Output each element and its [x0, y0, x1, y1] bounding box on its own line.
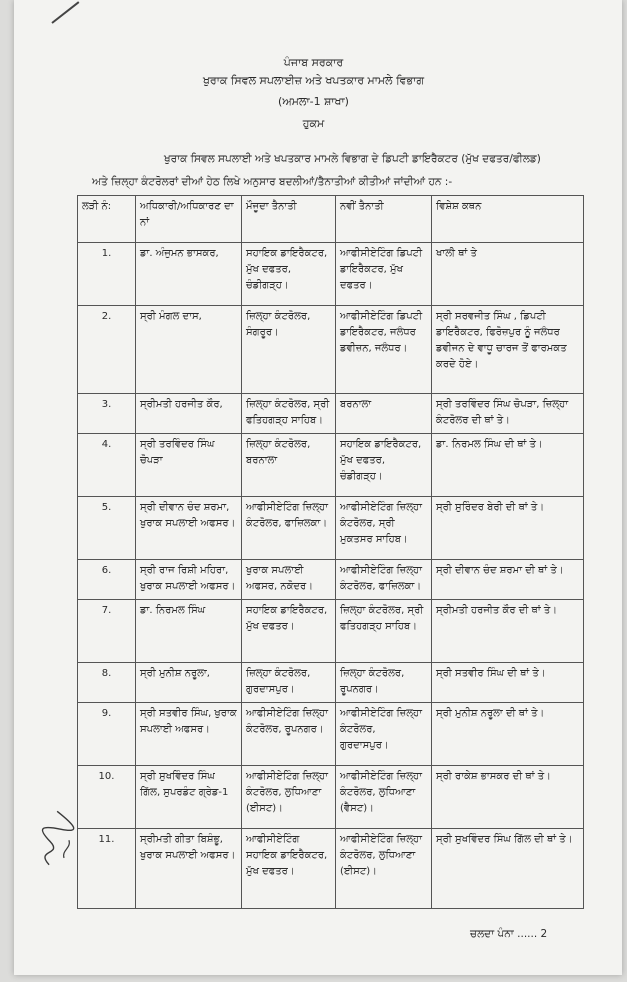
- header-new-posting: ਨਵੀਂ ਤੈਨਾਤੀ: [336, 196, 432, 243]
- table-row: [78, 766, 584, 829]
- cell-remarks: ਸ੍ਰੀ ਰਾਕੇਸ਼ ਭਾਸਕਰ ਦੀ ਥਾਂ ਤੇ।: [432, 766, 584, 829]
- cell-current-posting: ਜ਼ਿਲ੍ਹਾ ਕੰਟਰੋਲਰ, ਬਰਨਾਲਾ: [242, 434, 336, 497]
- cell-new-posting: ਆਫੀਸੀਏਟਿੰਗ ਡਿਪਟੀ ਡਾਇਰੈਕਟਰ, ਜਲੰਧਰ ਡਵੀਜ਼ਨ, ਜਲੰਧਰ।: [336, 306, 432, 394]
- table-row: [78, 497, 584, 560]
- header-department: ਖੁਰਾਕ ਸਿਵਲ ਸਪਲਾਈਜ਼ ਅਤੇ ਖਪਤਕਾਰ ਮਾਮਲੇ ਵਿਭਾਗ: [202, 74, 425, 87]
- cell-current-posting: ਆਫੀਸੀਏਟਿੰਗ ਸਹਾਇਕ ਡਾਇਰੈਕਟਰ, ਮੁੱਖ ਦਫਤਰ।: [242, 829, 336, 909]
- cell-new-posting: ਆਫੀਸੀਏਟਿੰਗ ਜ਼ਿਲ੍ਹਾ ਕੰਟਰੋਲਰ, ਲੁਧਿਆਣਾ (ਈਸਟ)।: [336, 829, 432, 909]
- cell-serial: 1.: [78, 243, 136, 306]
- cell-officer-name: ਡਾ. ਅੰਜੁਮਨ ਭਾਸਕਰ,: [136, 243, 242, 306]
- table-row: [78, 394, 584, 434]
- table-body: [78, 243, 584, 909]
- cell-current-posting: ਜ਼ਿਲ੍ਹਾ ਕੰਟਰੋਲਰ, ਸ੍ਰੀ ਫਤਿਹਗੜ੍ਹ ਸਾਹਿਬ।: [242, 394, 336, 434]
- cell-remarks: ਖਾਲੀ ਥਾਂ ਤੇ: [432, 243, 584, 306]
- table-row: [78, 434, 584, 497]
- cell-remarks: ਸ੍ਰੀ ਤਰਵਿੰਦਰ ਸਿੰਘ ਚੋਪੜਾ, ਜ਼ਿਲ੍ਹਾ ਕੰਟਰੋਲਰ ਦੀ ਥਾਂ ਤੇ।: [432, 394, 584, 434]
- transfers-table: [77, 195, 584, 909]
- cell-officer-name: ਸ੍ਰੀ ਰਾਜ ਰਿਸ਼ੀ ਮਹਿਰਾ, ਖੁਰਾਕ ਸਪਲਾਈ ਅਫਸਰ।: [136, 560, 242, 600]
- table-row: [78, 306, 584, 394]
- cell-new-posting: ਆਫੀਸੀਏਟਿੰਗ ਡਿਪਟੀ ਡਾਇਰੈਕਟਰ, ਮੁੱਖ ਦਫਤਰ।: [336, 243, 432, 306]
- continued-page-note: ਚਲਦਾ ਪੰਨਾ ...... 2: [470, 928, 548, 940]
- cell-remarks: ਸ੍ਰੀ ਸਰਵਜੀਤ ਸਿੰਘ , ਡਿਪਟੀ ਡਾਇਰੈਕਟਰ, ਫਿਰੋਜ਼ਪੁਰ ਨੂੰ ਜਲੰਧਰ ਡਵੀਜਨ ਦੇ ਵਾਧੂ ਚਾਰਜ ਤੋਂ ਫਾਰਮਕਤ ਕਰਦੇ ਹੋਏ।: [432, 306, 584, 394]
- cell-remarks: ਸ੍ਰੀ ਮੁਨੀਸ਼ ਨਰੂਲਾ ਦੀ ਥਾਂ ਤੇ।: [432, 703, 584, 766]
- cell-serial: 7.: [78, 600, 136, 663]
- cell-remarks: ਸ੍ਰੀ ਦੀਵਾਨ ਚੰਦ ਸ਼ਰਮਾ ਦੀ ਥਾਂ ਤੇ।: [432, 560, 584, 600]
- cell-officer-name: ਸ੍ਰੀ ਸੁਖਵਿੰਦਰ ਸਿੰਘ ਗਿੱਲ, ਸੁਪਰਡੰਟ ਗ੍ਰੇਡ-1: [136, 766, 242, 829]
- cell-serial: 8.: [78, 663, 136, 703]
- table-row: [78, 663, 584, 703]
- header-remarks: ਵਿਸ਼ੇਸ਼ ਕਥਨ: [432, 196, 584, 243]
- table-row: [78, 703, 584, 766]
- cell-serial: 3.: [78, 394, 136, 434]
- cell-serial: 10.: [78, 766, 136, 829]
- cell-current-posting: ਜ਼ਿਲ੍ਹਾ ਕੰਟਰੋਲਰ, ਗੁਰਦਾਸਪੁਰ।: [242, 663, 336, 703]
- cell-new-posting: ਸਹਾਇਕ ਡਾਇਰੈਕਟਰ, ਮੁੱਖ ਦਫਤਰ, ਚੰਡੀਗੜ੍ਹ।: [336, 434, 432, 497]
- cell-officer-name: ਸ੍ਰੀ ਸਤਵੀਰ ਸਿੰਘ, ਖੁਰਾਕ ਸਪਲਾਈ ਅਫਸਰ।: [136, 703, 242, 766]
- cell-remarks: ਡਾ. ਨਿਰਮਲ ਸਿੰਘ ਦੀ ਥਾਂ ਤੇ।: [432, 434, 584, 497]
- cell-officer-name: ਸ੍ਰੀ ਮੰਗਲ ਦਾਸ,: [136, 306, 242, 394]
- cell-officer-name: ਡਾ. ਨਿਰਮਲ ਸਿੰਘ: [136, 600, 242, 663]
- header-officer-name: ਅਧਿਕਾਰੀ/ਅਧਿਕਾਰਣ ਦਾ ਨਾਂ: [136, 196, 242, 243]
- cell-current-posting: ਆਫੀਸੀਏਟਿੰਗ ਜ਼ਿਲ੍ਹਾ ਕੰਟਰੋਲਰ, ਫਾਜ਼ਿਲਕਾ।: [242, 497, 336, 560]
- cell-serial: 6.: [78, 560, 136, 600]
- intro-line-2: ਅਤੇ ਜ਼ਿਲ੍ਹਾ ਕੰਟਰੋਲਰਾਂ ਦੀਆਂ ਹੇਠ ਲਿਖੇ ਅਨੁਸਾਰ ਬਦਲੀਆਂ/ਤੈਨਾਤੀਆਂ ਕੀਤੀਆਂ ਜਾਂਦੀਆਂ ਹਨ :-: [92, 176, 453, 188]
- cell-officer-name: ਸ੍ਰੀ ਮੁਨੀਸ਼ ਨਰੂਲਾ,: [136, 663, 242, 703]
- cell-new-posting: ਜ਼ਿਲ੍ਹਾ ਕੰਟਰੋਲਰ, ਰੂਪਨਗਰ।: [336, 663, 432, 703]
- cell-officer-name: ਸ੍ਰੀ ਦੀਵਾਨ ਚੰਦ ਸ਼ਰਮਾ, ਖੁਰਾਕ ਸਪਲਾਈ ਅਫਸਰ।: [136, 497, 242, 560]
- header-line-1: ਪੰਜਾਬ ਸਰਕਾਰ: [283, 56, 344, 69]
- cell-serial: 5.: [78, 497, 136, 560]
- cell-current-posting: ਖੁਰਾਕ ਸਪਲਾਈ ਅਫਸਰ, ਨਕੋਦਰ।: [242, 560, 336, 600]
- cell-serial: 2.: [78, 306, 136, 394]
- cell-current-posting: ਆਫੀਸੀਏਟਿੰਗ ਜ਼ਿਲ੍ਹਾ ਕੰਟਰੋਲਰ, ਰੂਪਨਗਰ।: [242, 703, 336, 766]
- cell-new-posting: ਬਰਨਾਲਾ: [336, 394, 432, 434]
- cell-remarks: ਸ੍ਰੀਮਤੀ ਹਰਜੀਤ ਕੌਰ ਦੀ ਥਾਂ ਤੇ।: [432, 600, 584, 663]
- cell-new-posting: ਆਫੀਸੀਏਟਿੰਗ ਜ਼ਿਲ੍ਹਾ ਕੰਟਰੋਲਰ, ਲੁਧਿਆਣਾ (ਵੈਸਟ)।: [336, 766, 432, 829]
- cell-new-posting: ਆਫੀਸੀਏਟਿੰਗ ਜ਼ਿਲ੍ਹਾ ਕੰਟਰੋਲਰ, ਫਾਜ਼ਿਲਕਾ।: [336, 560, 432, 600]
- cell-serial: 11.: [78, 829, 136, 909]
- cell-officer-name: ਸ੍ਰੀਮਤੀ ਗੀਤਾ ਬਿਸ਼ੰਭੂ, ਖੁਰਾਕ ਸਪਲਾਈ ਅਫਸਰ।: [136, 829, 242, 909]
- header-branch: (ਅਮਲਾ-1 ਸ਼ਾਖਾ): [278, 95, 349, 108]
- table-header-row: [78, 196, 584, 243]
- cell-serial: 4.: [78, 434, 136, 497]
- table-row: [78, 829, 584, 909]
- cell-officer-name: ਸ੍ਰੀਮਤੀ ਹਰਜੀਤ ਕੌਰ,: [136, 394, 242, 434]
- cell-current-posting: ਸਹਾਇਕ ਡਾਇਰੈਕਟਰ, ਮੁੱਖ ਦਫਤਰ।: [242, 600, 336, 663]
- header-order-title: ਹੁਕਮ: [302, 117, 325, 130]
- cell-current-posting: ਜ਼ਿਲ੍ਹਾ ਕੰਟਰੋਲਰ, ਸੰਗਰੂਰ।: [242, 306, 336, 394]
- table-row: [78, 600, 584, 663]
- cell-current-posting: ਸਹਾਇਕ ਡਾਇਰੈਕਟਰ, ਮੁੱਖ ਦਫਤਰ, ਚੰਡੀਗੜ੍ਹ।: [242, 243, 336, 306]
- table-row: [78, 243, 584, 306]
- cell-new-posting: ਜ਼ਿਲ੍ਹਾ ਕੰਟਰੋਲਰ, ਸ੍ਰੀ ਫਤਿਹਗੜ੍ਹ ਸਾਹਿਬ।: [336, 600, 432, 663]
- header-serial: ਲੜੀ ਨੰ:: [78, 196, 136, 243]
- cell-officer-name: ਸ੍ਰੀ ਤਰਵਿੰਦਰ ਸਿੰਘ ਚੋਪੜਾ: [136, 434, 242, 497]
- cell-remarks: ਸ੍ਰੀ ਸੁਖਵਿੰਦਰ ਸਿੰਘ ਗਿੱਲ ਦੀ ਥਾਂ ਤੇ।: [432, 829, 584, 909]
- cell-new-posting: ਆਫੀਸੀਏਟਿੰਗ ਜ਼ਿਲ੍ਹਾ ਕੰਟਰੋਲਰ, ਸ੍ਰੀ ਮੁਕਤਸਰ ਸਾਹਿਬ।: [336, 497, 432, 560]
- cell-remarks: ਸ੍ਰੀ ਸਤਵੀਰ ਸਿੰਘ ਦੀ ਥਾਂ ਤੇ।: [432, 663, 584, 703]
- header-current-posting: ਮੌਜੂਦਾ ਤੈਨਾਤੀ: [242, 196, 336, 243]
- cell-remarks: ਸ੍ਰੀ ਸੁਰਿੰਦਰ ਬੇਰੀ ਦੀ ਥਾਂ ਤੇ।: [432, 497, 584, 560]
- cell-current-posting: ਆਫੀਸੀਏਟਿੰਗ ਜ਼ਿਲ੍ਹਾ ਕੰਟਰੋਲਰ, ਲੁਧਿਆਣਾ (ਈਸਟ)।: [242, 766, 336, 829]
- intro-line-1: ਖੁਰਾਕ ਸਿਵਲ ਸਪਲਾਈ ਅਤੇ ਖਪਤਕਾਰ ਮਾਮਲੇ ਵਿਭਾਗ ਦੇ ਡਿਪਟੀ ਡਾਇਰੈਕਟਰ (ਮੁੱਖ ਦਫਤਰ/ਫੀਲਡ): [164, 153, 541, 165]
- cell-new-posting: ਆਫੀਸੀਏਟਿੰਗ ਜ਼ਿਲ੍ਹਾ ਕੰਟਰੋਲਰ, ਗੁਰਦਾਸਪੁਰ।: [336, 703, 432, 766]
- table-row: [78, 560, 584, 600]
- cell-serial: 9.: [78, 703, 136, 766]
